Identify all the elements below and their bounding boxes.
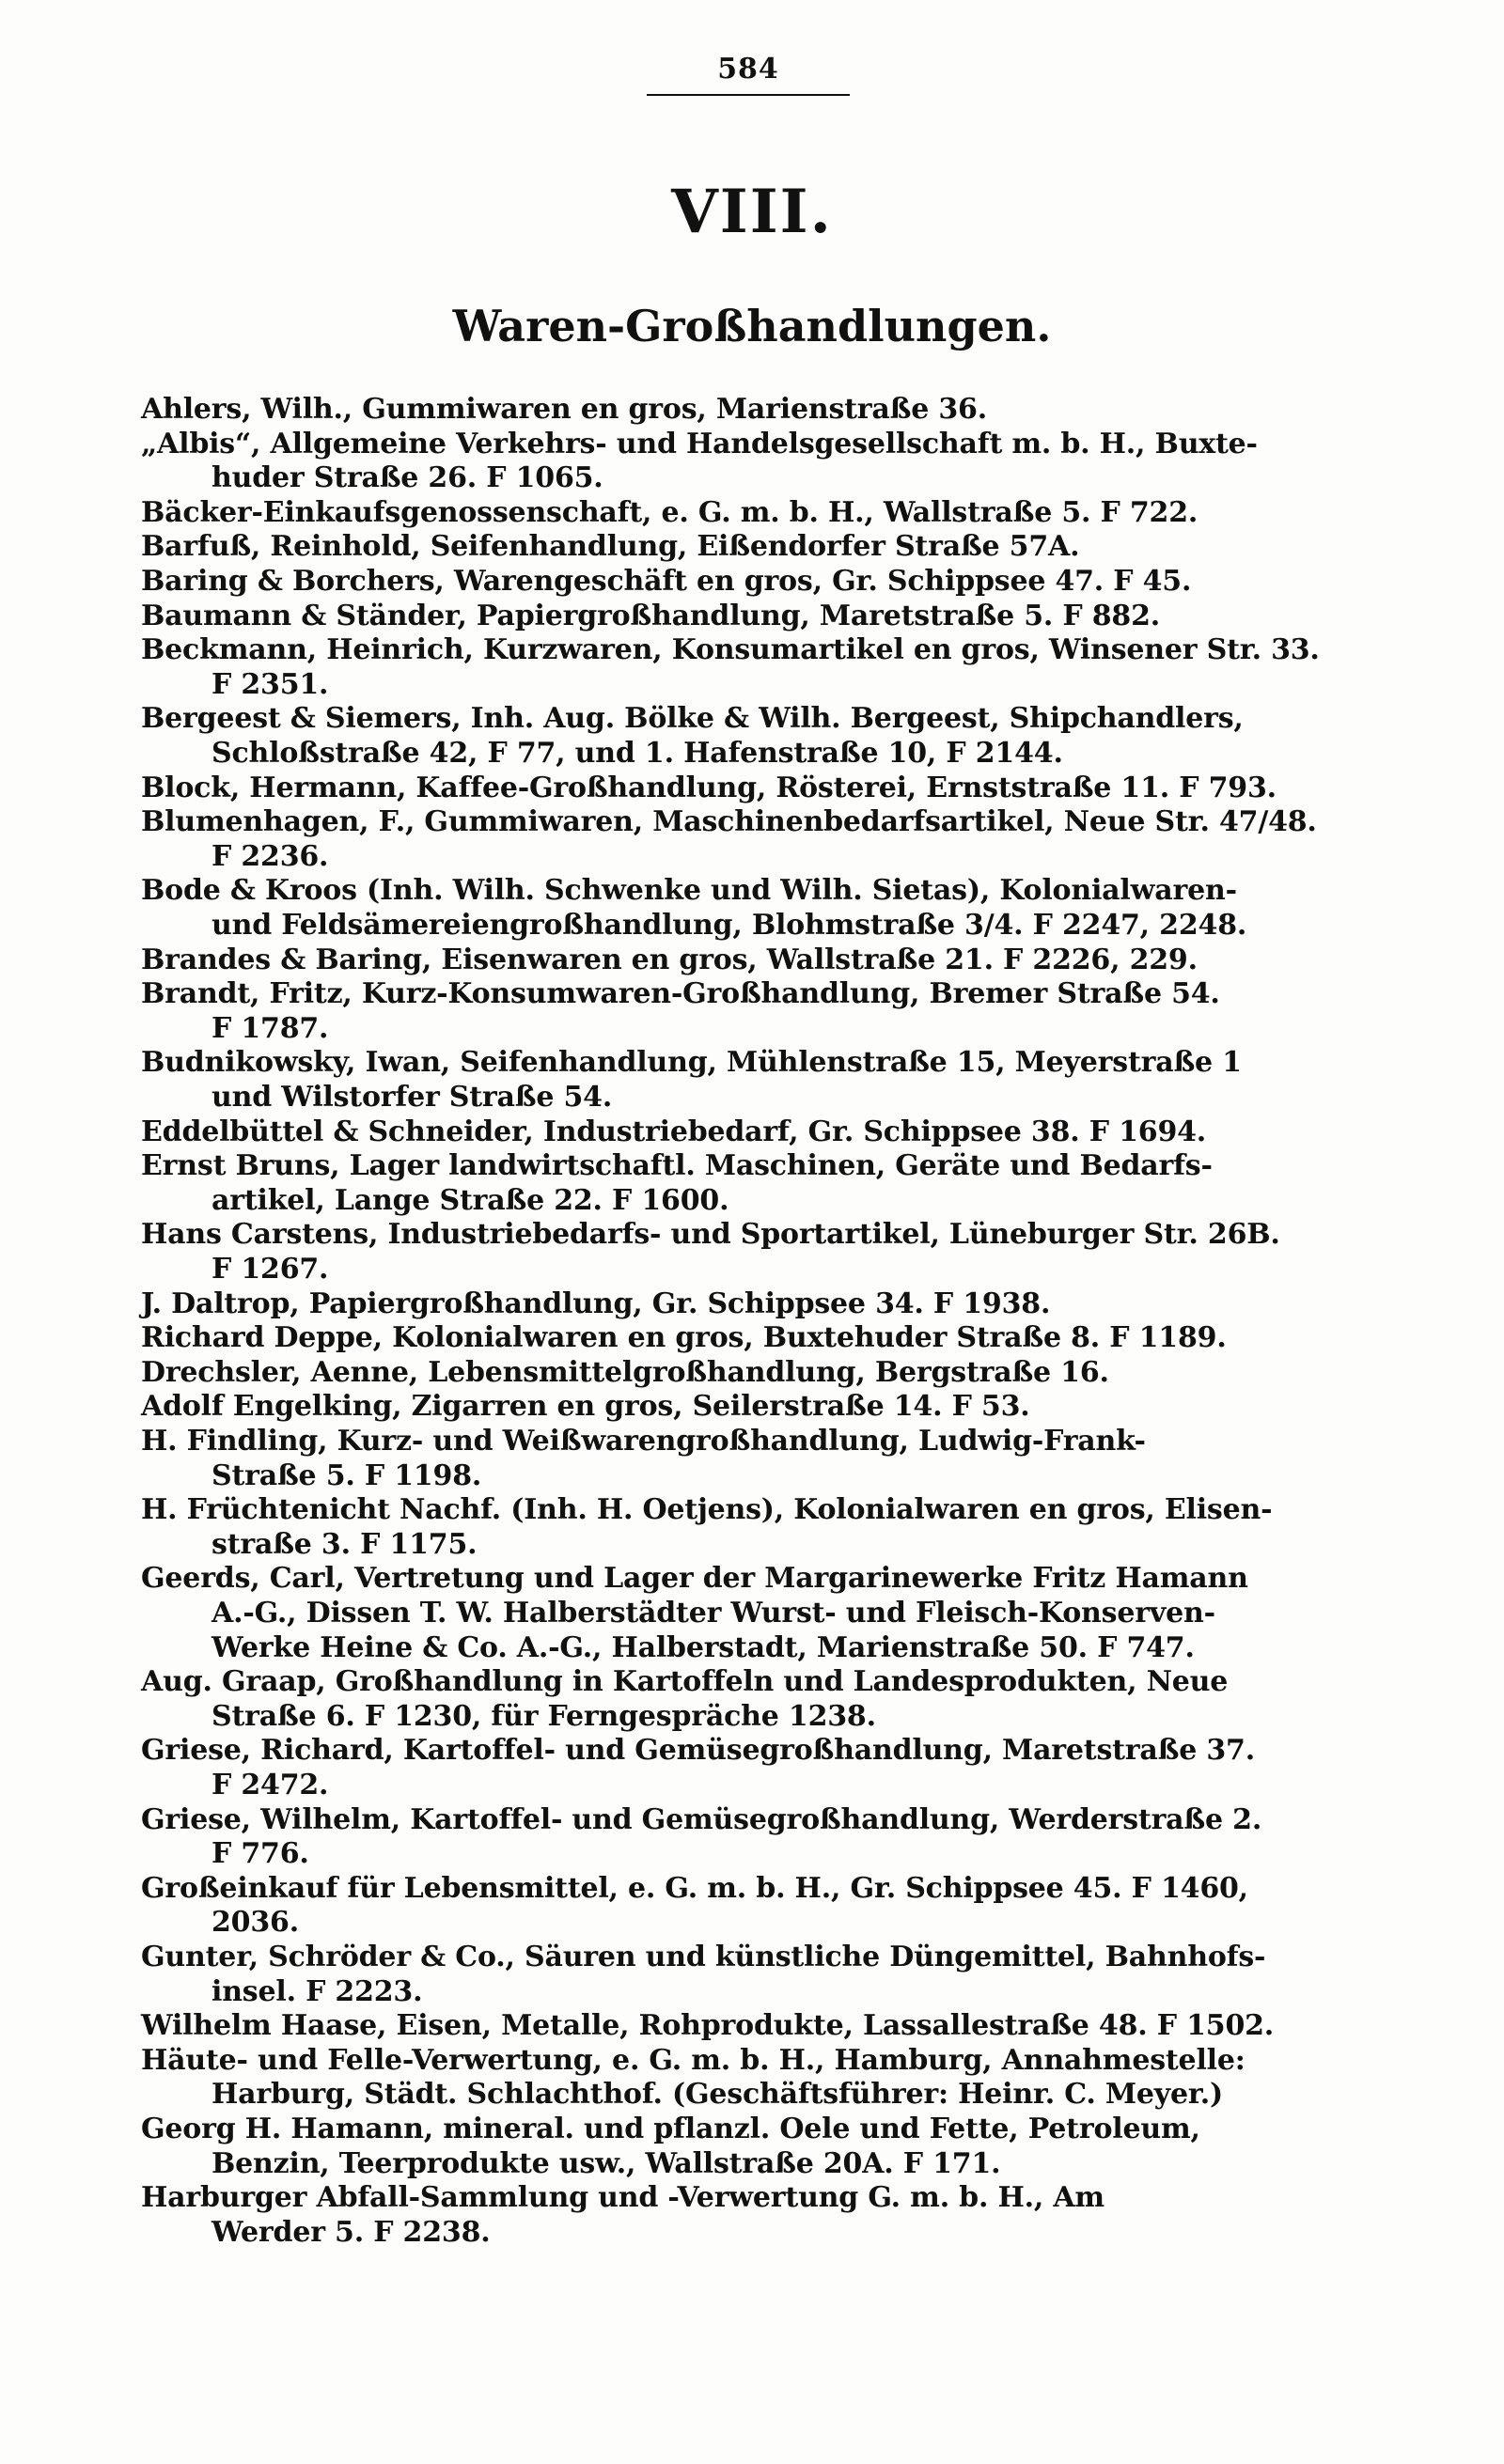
entry-continuation-line: straße 3. F 1175. (212, 1528, 478, 1561)
entry-line: Ahlers, Wilh., Gummiwaren en gros, Marienstraße 36. (141, 393, 987, 426)
entry-line: Brandes & Baring, Eisenwaren en gros, Wallstraße 21. F 2226, 229. (141, 943, 1198, 976)
entry-line: J. Daltrop, Papiergroßhandlung, Gr. Schippsee 34. F 1938. (141, 1287, 1051, 1320)
entry-continuation-line: Schloßstraße 42, F 77, und 1. Hafenstraße 10, F 2144. (212, 737, 1063, 770)
entry-continuation-line: und Feldsämereiengroßhandlung, Blohmstraße 3/4. F 2247, 2248. (212, 909, 1247, 942)
entry-continuation-line: Benzin, Teerprodukte usw., Wallstraße 20A. F 171. (212, 2147, 1001, 2180)
entry-continuation-line: F 1267. (212, 1253, 329, 1286)
entry-line: Richard Deppe, Kolonialwaren en gros, Buxtehuder Straße 8. F 1189. (141, 1321, 1227, 1354)
entry-line: H. Früchtenicht Nachf. (Inh. H. Oetjens), Kolonialwaren en gros, Elisen- (141, 1493, 1273, 1526)
entry-continuation-line: F 2351. (212, 668, 329, 701)
entry-line: Blumenhagen, F., Gummiwaren, Maschinenbedarfsartikel, Neue Str. 47/48. (141, 805, 1317, 838)
entry-line: „Albis“, Allgemeine Verkehrs- und Handelsgesellschaft m. b. H., Buxte- (141, 428, 1258, 460)
entry-line: Hans Carstens, Industriebedarfs- und Sportartikel, Lüneburger Str. 26B. (141, 1218, 1280, 1251)
entry-continuation-line: und Wilstorfer Straße 54. (212, 1081, 613, 1114)
entry-continuation-line: insel. F 2223. (212, 1975, 423, 2008)
chapter-heading: VIII. (671, 177, 833, 247)
section-title: Waren-Großhandlungen. (452, 301, 1052, 351)
page-number: 584 (717, 53, 779, 86)
entry-continuation-line: F 2472. (212, 1769, 329, 1801)
entry-line: Baring & Borchers, Warengeschäft en gros, Gr. Schippsee 47. F 45. (141, 565, 1192, 598)
entry-continuation-line: Werke Heine & Co. A.-G., Halberstadt, Marienstraße 50. F 747. (212, 1631, 1195, 1664)
entry-line: Baumann & Ständer, Papiergroßhandlung, Maretstraße 5. F 882. (141, 600, 1160, 632)
entry-line: Gunter, Schröder & Co., Säuren und künstliche Düngemittel, Bahnhofs- (141, 1941, 1266, 1973)
entry-continuation-line: A.-G., Dissen T. W. Halberstädter Wurst- und Fleisch-Konserven- (212, 1597, 1215, 1630)
entry-line: Drechsler, Aenne, Lebensmittelgroßhandlung, Bergstraße 16. (141, 1356, 1109, 1389)
entry-line: Beckmann, Heinrich, Kurzwaren, Konsumartikel en gros, Winsener Str. 33. (141, 633, 1320, 666)
entry-line: Großeinkauf für Lebensmittel, e. G. m. b. H., Gr. Schippsee 45. F 1460, (141, 1872, 1248, 1905)
entry-continuation-line: huder Straße 26. F 1065. (212, 461, 603, 494)
entry-continuation-line: Werder 5. F 2238. (212, 2216, 491, 2249)
entry-continuation-line: F 776. (212, 1837, 309, 1870)
entry-line: Geerds, Carl, Vertretung und Lager der Margarinewerke Fritz Hamann (141, 1562, 1248, 1595)
entry-line: Brandt, Fritz, Kurz-Konsumwaren-Großhandlung, Bremer Straße 54. (141, 977, 1220, 1010)
entry-continuation-line: Straße 5. F 1198. (212, 1459, 482, 1492)
entry-line: Adolf Engelking, Zigarren en gros, Seilerstraße 14. F 53. (141, 1390, 1030, 1423)
entry-continuation-line: Harburg, Städt. Schlachthof. (Geschäftsführer: Heinr. C. Meyer.) (212, 2078, 1224, 2111)
entry-line: Barfuß, Reinhold, Seifenhandlung, Eißendorfer Straße 57A. (141, 530, 1080, 563)
entry-line: Harburger Abfall-Sammlung und -Verwertung G. m. b. H., Am (141, 2181, 1104, 2214)
entry-line: Block, Hermann, Kaffee-Großhandlung, Rösterei, Ernststraße 11. F 793. (141, 772, 1277, 804)
entry-continuation-line: artikel, Lange Straße 22. F 1600. (212, 1184, 729, 1217)
entry-line: Budnikowsky, Iwan, Seifenhandlung, Mühlenstraße 15, Meyerstraße 1 (141, 1046, 1242, 1079)
entry-continuation-line: F 1787. (212, 1012, 329, 1045)
entry-line: Ernst Bruns, Lager landwirtschaftl. Maschinen, Geräte und Bedarfs- (141, 1149, 1213, 1182)
entry-line: Bäcker-Einkaufsgenossenschaft, e. G. m. b. H., Wallstraße 5. F 722. (141, 496, 1198, 529)
entry-line: Bode & Kroos (Inh. Wilh. Schwenke und Wilh. Sietas), Kolonialwaren- (141, 874, 1237, 907)
entry-line: Georg H. Hamann, mineral. und pflanzl. Oele und Fette, Petroleum, (141, 2113, 1200, 2145)
entry-line: Wilhelm Haase, Eisen, Metalle, Rohprodukte, Lassallestraße 48. F 1502. (141, 2009, 1275, 2042)
entry-line: Griese, Richard, Kartoffel- und Gemüsegroßhandlung, Maretstraße 37. (141, 1734, 1255, 1767)
entry-line: Häute- und Felle-Verwertung, e. G. m. b. H., Hamburg, Annahmestelle: (141, 2044, 1246, 2077)
entry-line: Bergeest & Siemers, Inh. Aug. Bölke & Wilh. Bergeest, Shipchandlers, (141, 702, 1244, 735)
entry-line: H. Findling, Kurz- und Weißwarengroßhandlung, Ludwig-Frank- (141, 1425, 1146, 1458)
entry-continuation-line: Straße 6. F 1230, für Ferngespräche 1238. (212, 1700, 876, 1733)
entry-line: Eddelbüttel & Schneider, Industriebedarf, Gr. Schippsee 38. F 1694. (141, 1115, 1207, 1148)
entry-continuation-line: 2036. (212, 1906, 299, 1939)
entry-line: Griese, Wilhelm, Kartoffel- und Gemüsegroßhandlung, Werderstraße 2. (141, 1803, 1262, 1836)
entry-continuation-line: F 2236. (212, 840, 329, 873)
entry-line: Aug. Graap, Großhandlung in Kartoffeln und Landesprodukten, Neue (141, 1665, 1229, 1698)
